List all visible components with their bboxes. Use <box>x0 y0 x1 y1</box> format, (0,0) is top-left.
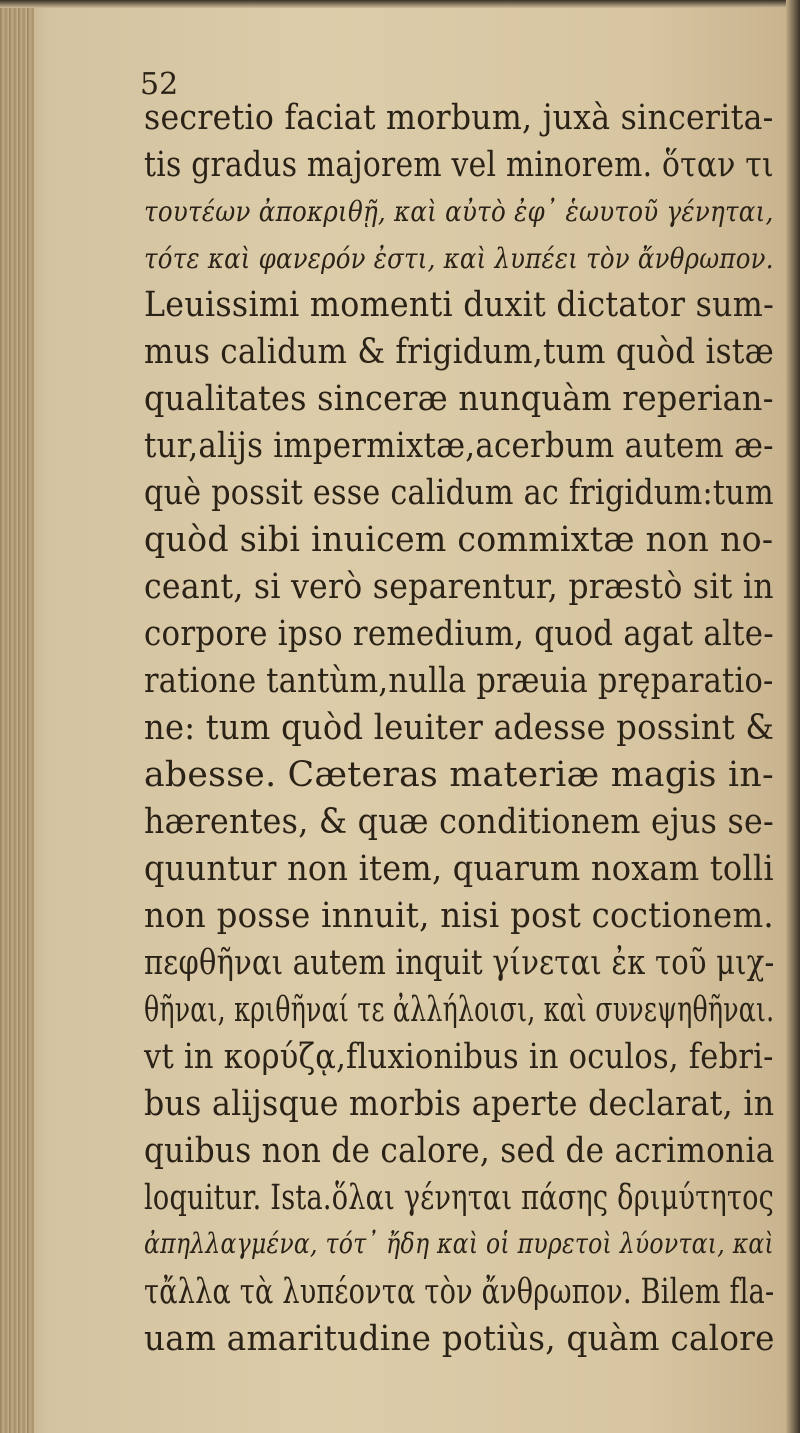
text-line: abesse. Cæteras materiæ magis in- <box>144 755 774 795</box>
text-line: θῆναι, κριθῆναί τε ἀλλήλοισι, καὶ συνεψηθῆναι. <box>144 990 775 1030</box>
text-line: bus alijsque morbis aperte declarat, in <box>144 1084 775 1124</box>
text-line: τἄλλα τὰ λυπέοντα τὸν ἄνθρωπον. Bilem fla- <box>144 1272 775 1312</box>
page-right-edge <box>786 0 800 1433</box>
page-number: 52 <box>140 67 179 102</box>
text-line: ne: tum quòd leuiter adesse possint & <box>144 708 775 748</box>
text-line: mus calidum & frigidum,tum quòd istæ <box>144 332 775 372</box>
text-line: uam amaritudine potiùs, quàm calore <box>144 1319 775 1359</box>
book-gutter <box>0 0 34 1433</box>
text-line: tur,alijs impermixtæ,acerbum autem æ- <box>144 426 774 466</box>
text-line: πεφθῆναι autem inquit γίνεται ἐκ τοῦ μιχ- <box>144 943 775 983</box>
text-line: corpore ipso remedium, quod agat alte- <box>144 614 774 654</box>
text-line: loquitur. Ista.ὅλαι γένηται πάσης δριμύτητος <box>144 1178 775 1218</box>
text-line: Leuissimi momenti duxit dictator sum- <box>144 285 775 325</box>
text-line: tis gradus majorem vel minorem. ὅταν τι <box>144 145 774 185</box>
text-line: hærentes, & quæ conditionem ejus se- <box>144 802 774 842</box>
text-line: ἀπηλλαγμένα, τότ᾽ ἤδη καὶ οἱ πυρετοὶ λύονται, καὶ <box>144 1227 775 1260</box>
text-line: quibus non de calore, sed de acrimonia <box>144 1131 775 1171</box>
text-line: τουτέων ἀποκριθῇ, καὶ αὐτὸ ἐφ᾽ ἑωυτοῦ γένηται, <box>144 195 774 228</box>
text-line: quuntur non item, quarum noxam tolli <box>144 849 774 889</box>
text-line: non posse innuit, nisi post coctionem. <box>144 896 774 936</box>
text-line: què possit esse calidum ac frigidum:tum <box>144 473 774 513</box>
text-line: qualitates sinceræ nunquàm reperian- <box>144 379 774 419</box>
text-line: τότε καὶ φανερόν ἐστι, καὶ λυπέει τὸν ἄνθρωπον. <box>144 242 774 275</box>
text-line: ceant, si verò separentur, præstò sit in <box>144 567 774 607</box>
text-line: ratione tantùm,nulla præuia pręparatio- <box>144 661 774 701</box>
text-line: secretio faciat morbum, juxà sincerita- <box>144 98 774 138</box>
text-line: vt in κορύζᾳ,fluxionibus in oculos, febri- <box>144 1037 774 1077</box>
page-top-edge <box>0 0 800 8</box>
text-line: quòd sibi inuicem commixtæ non no- <box>144 520 774 560</box>
